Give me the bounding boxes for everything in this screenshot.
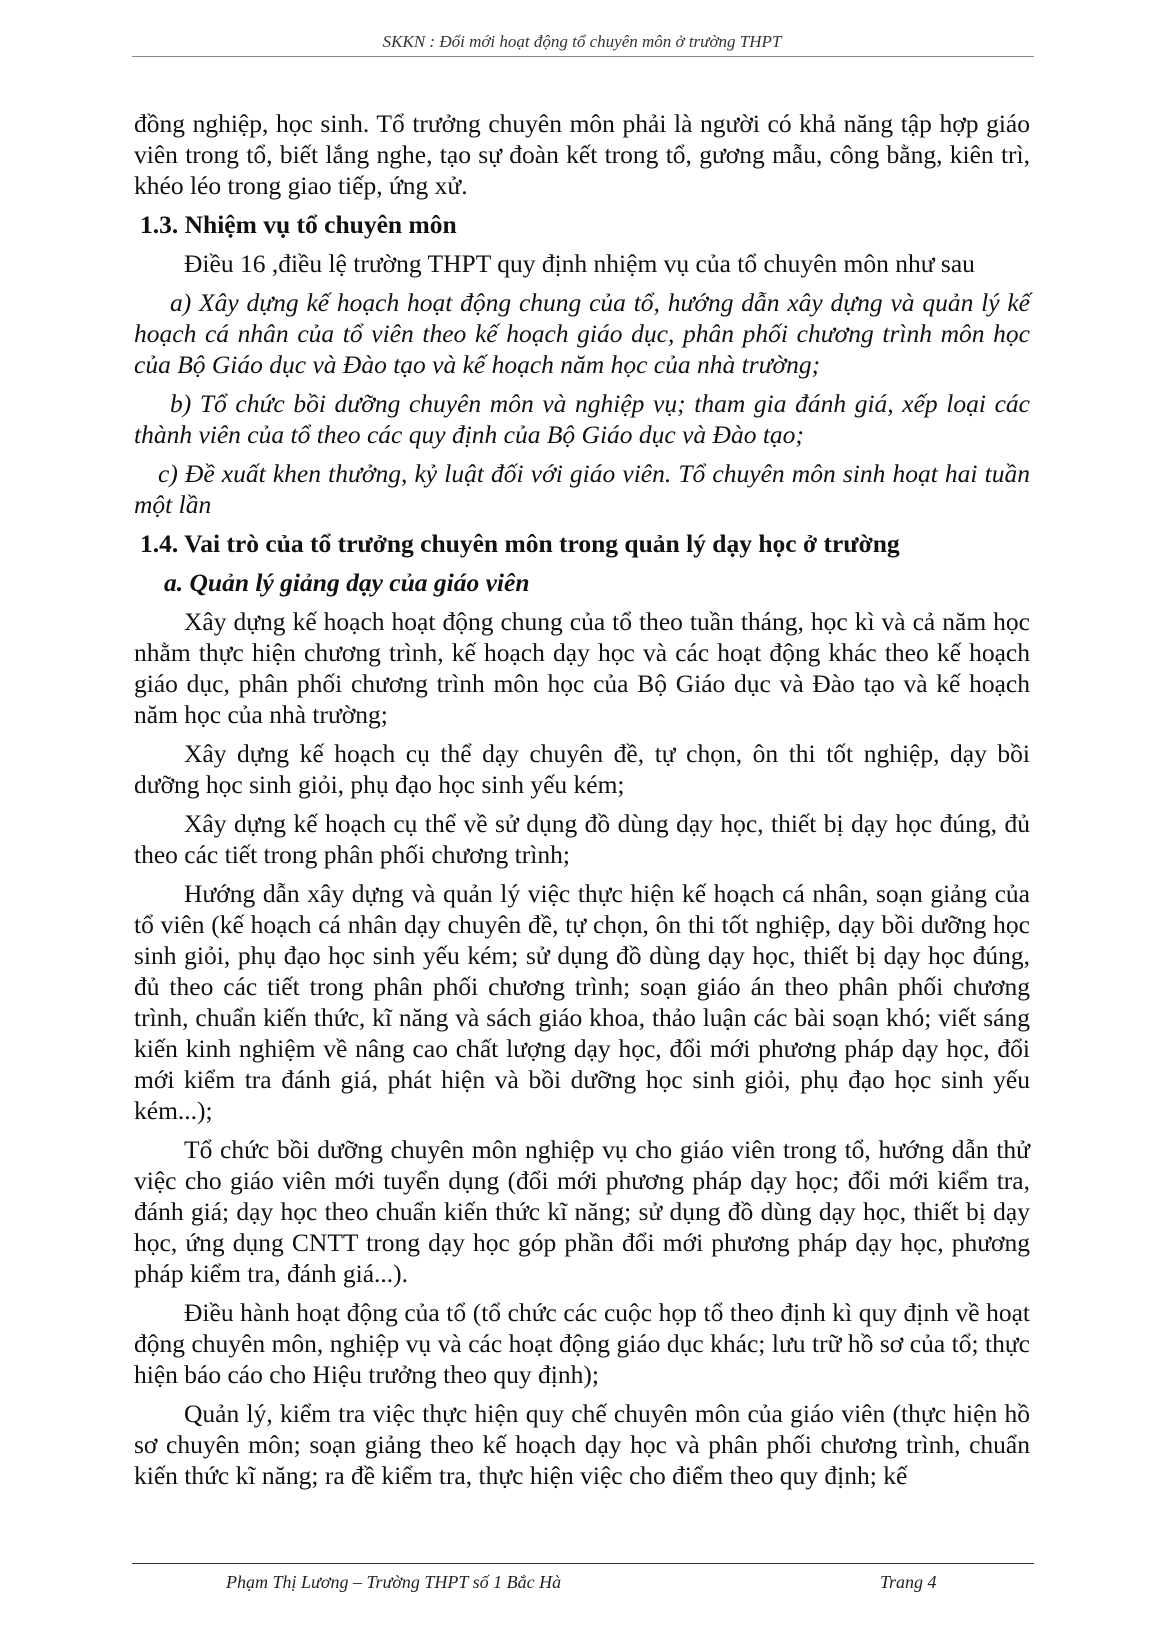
page-number: Trang 4 bbox=[880, 1572, 937, 1592]
paragraph: Quản lý, kiểm tra việc thực hiện quy chế chuyên môn của giáo viên (thực hiện hồ sơ chuyên môn; soạn giảng theo kế hoạch dạy học và phân phối chương trình, chuẩn kiến thức kĩ năng; ra đề kiểm tra, thực hiện việc cho điểm theo quy định; kế bbox=[134, 1399, 1030, 1490]
paragraph: Xây dựng kế hoạch cụ thể dạy chuyên đề, tự chọn, ôn thi tốt nghiệp, dạy bồi dưỡng học sinh giỏi, phụ đạo học sinh yếu kém; bbox=[134, 739, 1030, 799]
paragraph-intro: đồng nghiệp, học sinh. Tổ trưởng chuyên môn phải là người có khả năng tập hợp giáo viên trong tổ, biết lắng nghe, tạo sự đoàn kết trong tổ, gương mẫu, công bằng, kiên trì, khéo léo trong giao tiếp, ứng xử. bbox=[134, 109, 1030, 200]
paragraph: Hướng dẫn xây dựng và quản lý việc thực hiện kế hoạch cá nhân, soạn giảng của tổ viên (kế hoạch cá nhân dạy chuyên đề, tự chọn, ôn thi tốt nghiệp, dạy bồi dưỡng học sinh giỏi, phụ đạo học sinh yếu kém; sử dụng đồ dùng dạy học, thiết bị dạy học đúng, đủ theo các tiết trong phân phối chương trình; soạn giáo án theo phân phối chương trình, chuẩn kiến thức, kĩ năng và sách giáo khoa, thảo luận các bài soạn khó; viết sáng kiến kinh nghiệm về nâng cao chất lượng dạy học, đổi mới phương pháp dạy học, đổi mới kiểm tra đánh giá, phát hiện và bồi dưỡng học sinh giỏi, phụ đạo học sinh yếu kém...); bbox=[134, 879, 1030, 1125]
heading-1-4: 1.4. Vai trò của tổ trưởng chuyên môn trong quản lý dạy học ở trường bbox=[140, 529, 900, 558]
paragraph-dieu-16: Điều 16 ,điều lệ trường THPT quy định nhiệm vụ của tổ chuyên môn như sau bbox=[184, 249, 975, 278]
heading-1-3: 1.3. Nhiệm vụ tổ chuyên môn bbox=[140, 210, 457, 239]
list-item-c: c) Đề xuất khen thưởng, kỷ luật đối với giáo viên. Tổ chuyên môn sinh hoạt hai tuần một lần bbox=[134, 459, 1030, 519]
paragraph: Điều hành hoạt động của tổ (tổ chức các cuộc họp tổ theo định kì quy định về hoạt động chuyên môn, nghiệp vụ và các hoạt động giáo dục khác; lưu trữ hồ sơ của tổ; thực hiện báo cáo cho Hiệu trưởng theo quy định); bbox=[134, 1298, 1030, 1389]
paragraph: Tổ chức bồi dưỡng chuyên môn nghiệp vụ cho giáo viên trong tổ, hướng dẫn thử việc cho giáo viên mới tuyển dụng (đổi mới phương pháp dạy học; đổi mới kiểm tra, đánh giá; dạy học theo chuẩn kiến thức kĩ năng; sử dụng đồ dùng dạy học, thiết bị dạy học, ứng dụng CNTT trong dạy học góp phần đổi mới phương pháp dạy học, phương pháp kiểm tra, đánh giá...). bbox=[134, 1135, 1030, 1288]
document-body bbox=[134, 108, 1030, 1499]
footer-author: Phạm Thị Lương – Trường THPT số 1 Bắc Hà bbox=[226, 1572, 562, 1592]
header-divider bbox=[132, 56, 1034, 57]
paragraph: Xây dựng kế hoạch cụ thể về sử dụng đồ dùng dạy học, thiết bị dạy học đúng, đủ theo các tiết trong phân phối chương trình; bbox=[134, 809, 1030, 869]
list-item-b: b) Tổ chức bồi dưỡng chuyên môn và nghiệp vụ; tham gia đánh giá, xếp loại các thành viên của tổ theo các quy định của Bộ Giáo dục và Đào tạo; bbox=[134, 389, 1030, 449]
paragraph: Xây dựng kế hoạch hoạt động chung của tổ theo tuần tháng, học kì và cả năm học nhằm thực hiện chương trình, kế hoạch dạy học và các hoạt động khác theo kế hoạch giáo dục, phân phối chương trình môn học của Bộ Giáo dục và Đào tạo và kế hoạch năm học của nhà trường; bbox=[134, 607, 1030, 729]
page-header: SKKN : Đổi mới hoạt động tổ chuyên môn ở trường THPT bbox=[382, 32, 782, 51]
footer-divider bbox=[132, 1563, 1034, 1564]
list-item-a: a) Xây dựng kế hoạch hoạt động chung của tổ, hướng dẫn xây dựng và quản lý kế hoạch cá nhân của tổ viên theo kế hoạch giáo dục, phân phối chương trình môn học của Bộ Giáo dục và Đào tạo và kế hoạch năm học của nhà trường; bbox=[134, 288, 1030, 379]
subheading-a: a. Quản lý giảng dạy của giáo viên bbox=[164, 568, 530, 597]
